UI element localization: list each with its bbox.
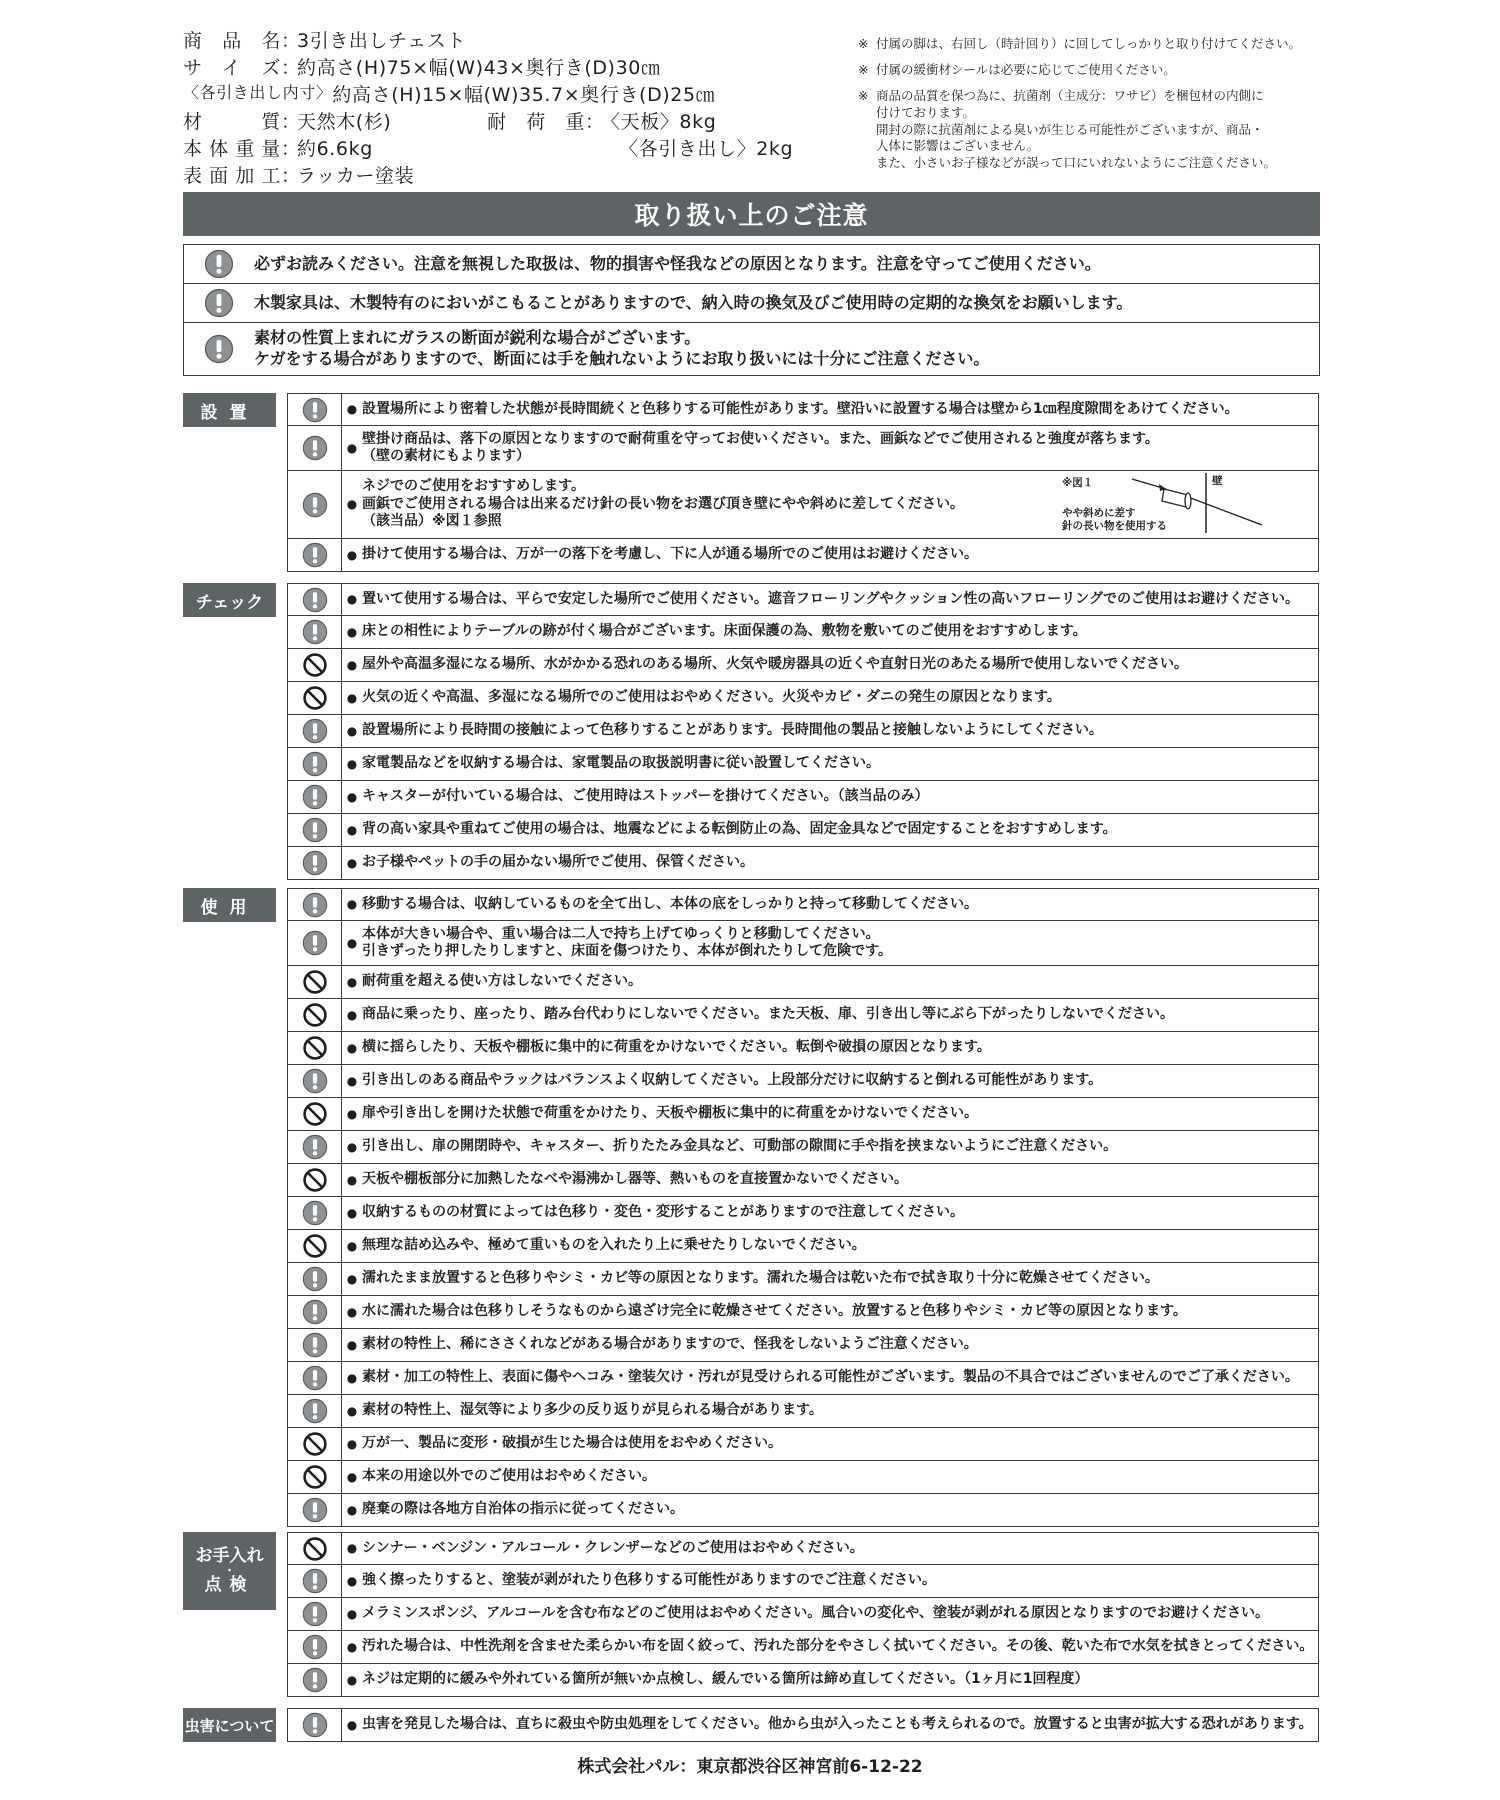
section-rows — [287, 1708, 1319, 1742]
bullet: ● — [346, 822, 358, 837]
prohibition-icon — [288, 682, 342, 714]
text-line: 無理な詰め込みや、極めて重いものを入れたり上に乗せたりしないでください。 — [362, 1237, 866, 1254]
section-tag-label: チェック — [195, 592, 264, 613]
bullet: ● — [346, 1139, 358, 1154]
caution-icon — [184, 249, 254, 279]
text-line: 引き出しのある商品やラックはバランスよく収納してください。上段部分だけに収納すると倒れる可能性があります。 — [362, 1072, 1103, 1089]
text-line: メラミンスポンジ、アルコールを含む布などのご使用はおやめください。風合いの変化や、塗装が剥がれる原因となりますのでお避けください。 — [362, 1605, 1269, 1622]
text-line: （該当品）※図１参照 — [362, 513, 502, 530]
bullet: ● — [346, 789, 358, 804]
caution-row — [288, 1197, 1318, 1230]
bullet: ● — [346, 1271, 358, 1286]
caution-row — [288, 1131, 1318, 1164]
bullet: ● — [346, 974, 358, 989]
text-line: お子様やペットの手の届かない場所でご使用、保管ください。 — [362, 854, 754, 871]
spec-row-drawer: 〈各引き出し内寸〉 約高さ(H)15×幅(W)35.7×奥行き(D)25㎝ — [183, 82, 716, 106]
caution-icon — [184, 288, 254, 318]
caution-text — [362, 1572, 1318, 1590]
text-line: キャスターが付いている場合は、ご使用時はストッパーを掛けてください。（該当品のみ） — [362, 788, 929, 805]
text-line: 火気の近くや高温、多湿になる場所でのご使用はおやめください。火災やカビ・ダニの発生の原因となります。 — [362, 689, 1061, 706]
bullet: ● — [346, 657, 358, 672]
caution-text — [362, 1369, 1318, 1387]
general-caution-row — [184, 245, 1319, 284]
bullet: ● — [346, 1541, 358, 1555]
text-line: 必ずお読みください。注意を無視した取扱は、物的損害や怪我などの原因となります。注意を守ってご使用ください。 — [254, 253, 1101, 273]
bullet: ● — [346, 723, 358, 738]
bullet: ● — [346, 855, 358, 870]
caution-row — [288, 1329, 1318, 1362]
caution-icon — [288, 1131, 342, 1163]
caution-icon — [184, 334, 254, 364]
general-caution-row — [184, 284, 1319, 323]
pushpin-figure — [1062, 477, 1262, 533]
caution-row — [288, 814, 1318, 847]
section-rows — [287, 583, 1319, 880]
text-line: 水に濡れた場合は色移りしそうなものから遠ざけ完全に乾燥させてください。放置すると色移りやシミ・カビ等の原因となります。 — [362, 1303, 1187, 1320]
caution-row — [288, 1664, 1318, 1696]
caution-row — [288, 1565, 1318, 1598]
caution-icon — [288, 1395, 342, 1427]
text-line: 画鋲でご使用される場合は出来るだけ針の長い物をお選び頂き壁にやや斜めに差してください。 — [362, 495, 964, 512]
caution-row — [288, 426, 1318, 471]
text-line: 天板や棚板部分に加熱したなべや湯沸かし器等、熱いものを直接置かないでください。 — [362, 1171, 908, 1188]
bullet: ● — [346, 1238, 358, 1253]
prohibition-icon — [288, 1230, 342, 1262]
caution-text — [362, 1336, 1318, 1354]
caution-icon — [288, 748, 342, 780]
text-line: ネジでのご使用をおすすめします。 — [362, 478, 586, 495]
caution-row — [288, 966, 1318, 999]
caution-row — [288, 1065, 1318, 1098]
section-tag — [183, 583, 276, 617]
text-line: 本来の用途以外でのご使用はおやめください。 — [362, 1468, 656, 1485]
bullet: ● — [346, 1672, 358, 1687]
spec-row-material: 材質 ： 天然木(杉) 耐荷重 ： 〈天板〉8kg — [183, 110, 717, 133]
general-caution-text — [254, 328, 1319, 370]
spec-row-finish: 表面加工 ： ラッカー塗装 — [183, 164, 415, 187]
text-line: 強く擦ったりすると、塗装が剥がれたり色移りする可能性がありますのでご注意ください。 — [362, 1572, 936, 1589]
text-line: 素材の特性上、湿気等により多少の反り返りが見られる場合があります。 — [362, 1402, 823, 1419]
caution-row — [288, 1296, 1318, 1329]
section-tag-label: 使用 — [200, 897, 259, 918]
bullet: ● — [346, 497, 358, 511]
caution-row — [288, 715, 1318, 748]
text-line: 設置場所により密着した状態が長時間続くと色移りする可能性があります。壁沿いに設置する場合は壁から1㎝程度隙間をあけてください。 — [362, 400, 1239, 417]
note-item — [858, 62, 1324, 79]
caution-text — [362, 1605, 1318, 1623]
bullet: ● — [346, 592, 358, 606]
bullet: ● — [346, 1172, 358, 1187]
caution-row — [288, 682, 1318, 715]
text-line: 屋外や高温多湿になる場所、水がかかる恐れのある場所、火気や暖房器具の近くや直射日光のあたる場所で使用しないでください。 — [362, 656, 1188, 673]
figure-label: ※図１ — [1062, 477, 1094, 489]
spec-row-weight: 本体重量 ： 約6.6kg 〈各引き出し〉2kg — [183, 137, 794, 160]
bullet: ● — [346, 547, 358, 562]
caution-row — [288, 394, 1318, 426]
caution-row — [288, 616, 1318, 649]
section-rows — [287, 888, 1319, 1527]
note-item — [858, 88, 1324, 172]
caution-text — [362, 546, 1318, 564]
caution-icon — [288, 1197, 342, 1229]
caution-icon — [288, 1565, 342, 1597]
text-line: 虫害を発見した場合は、直ちに殺虫や防虫処理をしてください。他から虫が入ったことも考えられるので。放置すると虫害が拡大する恐れがあります。 — [362, 1716, 1313, 1733]
bullet: ● — [346, 1606, 358, 1621]
section-tag — [183, 1708, 276, 1742]
caution-text — [362, 689, 1318, 707]
notes-block — [858, 36, 1324, 181]
caution-icon — [288, 1631, 342, 1663]
caution-text — [362, 1237, 1318, 1255]
bullet: ● — [346, 756, 358, 771]
caution-text — [362, 1671, 1318, 1689]
caution-text — [362, 1138, 1318, 1156]
bullet: ● — [346, 1007, 358, 1022]
general-caution-text — [254, 254, 1319, 275]
note-mark: ※ — [858, 61, 869, 77]
note-text — [876, 36, 1301, 53]
caution-text — [362, 401, 1318, 419]
caution-row — [288, 748, 1318, 781]
caution-text — [362, 1501, 1318, 1519]
section-tag — [183, 1532, 276, 1610]
text-line: 置いて使用する場合は、平らで安定した場所でご使用ください。遮音フローリングやクッション性の高いフローリングでのご使用はお避けください。 — [362, 590, 1300, 607]
caution-text — [362, 431, 1318, 466]
prohibition-icon — [288, 1461, 342, 1493]
bullet: ● — [346, 1436, 358, 1451]
caution-icon — [288, 1598, 342, 1630]
caution-text — [362, 623, 1318, 641]
caution-text — [362, 1303, 1318, 1321]
caution-row — [288, 1494, 1318, 1526]
caution-text — [362, 1006, 1318, 1024]
text-line: 設置場所により長時間の接触によって色移りすることがあります。長時間他の製品と接触しないようにしてください。 — [362, 722, 1103, 739]
text-line: 壁掛け商品は、落下の原因となりますので耐荷重を守ってお使いください。また、画鋲などでご使用されると強度が落ちます。 — [362, 430, 1159, 447]
text-line: （壁の素材にもよります） — [362, 448, 530, 464]
section-tag-label: 設置 — [200, 402, 259, 423]
text-line: ネジは定期的に緩みや外れている箇所が無いか点検し、緩んでいる箇所は締め直してください。（1ヶ月に1回程度） — [362, 1671, 1089, 1688]
prohibition-icon — [288, 1428, 342, 1460]
caution-icon — [288, 781, 342, 813]
spec-row-size: サイズ ： 約高さ(H)75×幅(W)43×奥行き(D)30㎝ — [183, 56, 661, 79]
text-line: 収納するものの材質によっては色移り・変色・変形することがありますので注意してください。 — [362, 1204, 964, 1221]
caution-icon — [288, 539, 342, 571]
caution-row — [288, 1395, 1318, 1428]
pushpin-icon — [1130, 473, 1262, 535]
text-line: シンナー・ベンジン・アルコール・クレンザーなどのご使用はおやめください。 — [362, 1539, 864, 1556]
prohibition-icon — [288, 1098, 342, 1130]
caution-text — [362, 896, 1318, 914]
text-line: 廃棄の際は各地方自治体の指示に従ってください。 — [362, 1501, 684, 1518]
bullet: ● — [346, 1502, 358, 1517]
bullet: ● — [346, 1639, 358, 1654]
section-tag-label: 虫害について — [184, 1716, 275, 1735]
caution-icon — [288, 814, 342, 846]
caution-row — [288, 847, 1318, 879]
caution-text — [362, 926, 1318, 961]
bullet: ● — [346, 1304, 358, 1319]
section-tag — [183, 393, 276, 427]
caution-row — [288, 889, 1318, 921]
bullet: ● — [346, 1370, 358, 1385]
caution-text — [362, 755, 1318, 773]
spec-row-product: 商品名 ： 3引き出しチェスト — [183, 30, 466, 52]
caution-row — [288, 1164, 1318, 1197]
caution-text — [362, 1716, 1318, 1734]
bullet: ● — [346, 1403, 358, 1418]
text-line: 床との相性によりテーブルの跡が付く場合がございます。床面保護の為、敷物を敷いてのご使用をおすすめします。 — [362, 623, 1087, 640]
caution-text — [362, 1171, 1318, 1189]
caution-icon — [288, 616, 342, 648]
caution-row — [288, 471, 1318, 539]
caution-icon — [288, 715, 342, 747]
section-tag — [183, 888, 276, 922]
caution-icon — [288, 471, 342, 538]
caution-row — [288, 1362, 1318, 1395]
bullet: ● — [346, 1469, 358, 1484]
prohibition-icon — [288, 966, 342, 998]
caution-icon — [288, 1664, 342, 1696]
caution-text — [362, 591, 1318, 609]
bullet: ● — [346, 1337, 358, 1352]
caution-icon — [288, 1709, 342, 1741]
text-line: 背の高い家具や重ねてご使用の場合は、地震などによる転倒防止の為、固定金具などで固定することをおすすめします。 — [362, 821, 1117, 838]
caution-row — [288, 1098, 1318, 1131]
note-text — [876, 62, 1176, 79]
note-line: 人体に影響はございません。 — [876, 138, 1040, 154]
caution-row — [288, 921, 1318, 966]
caution-row — [288, 1032, 1318, 1065]
caution-text — [362, 656, 1318, 674]
prohibition-icon — [288, 1164, 342, 1196]
caution-row — [288, 1709, 1318, 1741]
bullet: ● — [346, 935, 358, 950]
bullet: ● — [346, 1040, 358, 1055]
note-line: 付属の緩衝材シールは必要に応じてご使用ください。 — [876, 61, 1176, 77]
text-line: ケガをする場合がありますので、断面には手を触れないようにお取り扱いには十分にご注意ください。 — [254, 349, 990, 368]
prohibition-icon — [288, 999, 342, 1031]
caution-text — [362, 1468, 1318, 1486]
note-line: 開封の際に抗菌剤による臭いが生じる可能性がございますが、商品・ — [876, 121, 1264, 137]
text-line: 木製家具は、木製特有のにおいがこもることがありますので、納入時の換気及びご使用時の定期的な換気をお願いします。 — [254, 292, 1133, 312]
text-line: 横に揺らしたり、天板や棚板に集中的に荷重をかけないでください。転倒や破損の原因となります。 — [362, 1039, 991, 1056]
caution-row — [288, 1428, 1318, 1461]
caution-text — [362, 1105, 1318, 1123]
caution-text — [362, 1540, 1318, 1558]
caution-icon — [288, 847, 342, 879]
prohibition-icon — [288, 649, 342, 681]
caution-icon — [288, 1065, 342, 1097]
section-tag-line: お手入れ — [195, 1546, 264, 1567]
note-line: 付属の脚は、右回し（時計回り）に回してしっかりと取り付けてください。 — [876, 36, 1302, 51]
caution-text — [362, 1270, 1318, 1288]
caution-row — [288, 1598, 1318, 1631]
caution-row — [288, 1263, 1318, 1296]
caution-icon — [288, 584, 342, 615]
caution-row — [288, 539, 1318, 571]
caution-row — [288, 1631, 1318, 1664]
figure-wall-label: 壁 — [1212, 475, 1223, 487]
prohibition-icon — [288, 1533, 342, 1564]
bullet: ● — [346, 1106, 358, 1121]
bullet: ● — [346, 624, 358, 639]
caution-text — [362, 1204, 1318, 1222]
note-line: 付けております。 — [876, 104, 976, 120]
caution-text — [362, 1435, 1318, 1453]
text-line: 汚れた場合は、中性洗剤を含ませた柔らかい布を固く絞って、汚れた部分をやさしく拭いてください。その後、乾いた布で水気を拭きとってください。 — [362, 1638, 1314, 1655]
note-mark: ※ — [858, 36, 869, 51]
bullet: ● — [346, 1073, 358, 1088]
text-line: 素材・加工の特性上、表面に傷やヘコみ・塗装欠け・汚れが見受けられる可能性がございます。製品の不具合ではございませんのでご了承ください。 — [362, 1369, 1299, 1386]
text-line: 耐荷重を超える使い方はしないでください。 — [362, 973, 642, 990]
bullet: ● — [346, 690, 358, 705]
section-rows — [287, 1532, 1319, 1697]
caution-icon — [288, 889, 342, 920]
caution-row — [288, 999, 1318, 1032]
caution-icon — [288, 394, 342, 425]
bullet: ● — [346, 897, 358, 911]
note-item — [858, 36, 1324, 53]
prohibition-icon — [288, 1032, 342, 1064]
text-line: 万が一、製品に変形・破損が生じた場合は使用をおやめください。 — [362, 1435, 782, 1452]
text-line: 商品に乗ったり、座ったり、踏み台代わりにしないでください。また天板、扉、引き出し等にぶら下がったりしないでください。 — [362, 1006, 1174, 1023]
text-line: 家電製品などを収納する場合は、家電製品の取扱説明書に従い設置してください。 — [362, 755, 880, 772]
caution-row — [288, 649, 1318, 682]
caution-icon — [288, 921, 342, 965]
caution-icon — [288, 426, 342, 470]
caution-text — [362, 1402, 1318, 1420]
caution-text — [362, 722, 1318, 740]
caution-text — [362, 821, 1318, 839]
caution-text — [362, 1039, 1318, 1057]
caution-row — [288, 1533, 1318, 1565]
caution-icon — [288, 1362, 342, 1394]
text-line: 掛けて使用する場合は、万が一の落下を考慮し、下に人が通る場所でのご使用はお避けください。 — [362, 546, 978, 563]
bullet: ● — [346, 440, 358, 455]
caution-icon — [288, 1296, 342, 1328]
section-tag-line: 点検 — [204, 1575, 255, 1596]
spec-block — [183, 28, 863, 190]
text-line: 引き出し、扉の開閉時や、キャスター、折りたたみ金具など、可動部の隙間に手や指を挟まないようにご注意ください。 — [362, 1138, 1118, 1155]
text-line: 引きずったり押したりしますと、床面を傷つけたり、本体が倒れたりして危険です。 — [362, 943, 893, 959]
company-footer: 株式会社パル：東京都渋谷区神宮前6-12-22 — [577, 1757, 923, 1777]
general-caution-box — [183, 244, 1320, 376]
bullet: ● — [346, 402, 358, 416]
general-caution-text — [254, 293, 1319, 314]
text-line: 素材の性質上まれにガラスの断面が鋭利な場合がございます。 — [254, 328, 701, 348]
general-caution-row — [184, 323, 1319, 375]
caution-text — [362, 1638, 1318, 1656]
note-text — [876, 88, 1276, 172]
text-line: 濡れたまま放置すると色移りやシミ・カビ等の原因となります。濡れた場合は乾いた布で拭き取り十分に乾燥させてください。 — [362, 1270, 1159, 1287]
note-line: 商品の品質を保つ為に、抗菌剤（主成分：ワサビ）を梱包材の内側に — [876, 87, 1264, 103]
bullet: ● — [346, 1205, 358, 1220]
caution-row — [288, 781, 1318, 814]
caution-text — [362, 854, 1318, 872]
section-rows — [287, 393, 1319, 572]
note-mark: ※ — [858, 87, 869, 103]
caution-text — [362, 973, 1318, 991]
note-line: また、小さいお子様などが誤って口にいれないようにご注意ください。 — [876, 155, 1277, 171]
bullet: ● — [346, 1717, 358, 1732]
text-line: 本体が大きい場合や、重い場合は二人で持ち上げてゆっくりと移動してください。 — [362, 925, 880, 942]
caution-icon — [288, 1494, 342, 1526]
text-line: 移動する場合は、収納しているものを全て出し、本体の底をしっかりと持って移動してください。 — [362, 895, 978, 912]
section-tag-dot: ・ — [224, 1563, 235, 1577]
figure-caption: やや斜めに差す — [1062, 507, 1136, 519]
caution-row — [288, 1230, 1318, 1263]
caution-banner: 取り扱い上のご注意 — [183, 192, 1320, 236]
caution-icon — [288, 1329, 342, 1361]
bullet: ● — [346, 1573, 358, 1588]
caution-row — [288, 584, 1318, 616]
figure-caption: 針の長い物を使用する — [1062, 520, 1167, 532]
text-line: 扉や引き出しを開けた状態で荷重をかけたり、天板や棚板に集中的に荷重をかけないでください。 — [362, 1105, 978, 1122]
text-line: 素材の特性上、稀にささくれなどがある場合がありますので、怪我をしないようご注意ください。 — [362, 1336, 978, 1353]
caution-text — [362, 788, 1318, 806]
caution-row — [288, 1461, 1318, 1494]
caution-text — [362, 1072, 1318, 1090]
caution-icon — [288, 1263, 342, 1295]
